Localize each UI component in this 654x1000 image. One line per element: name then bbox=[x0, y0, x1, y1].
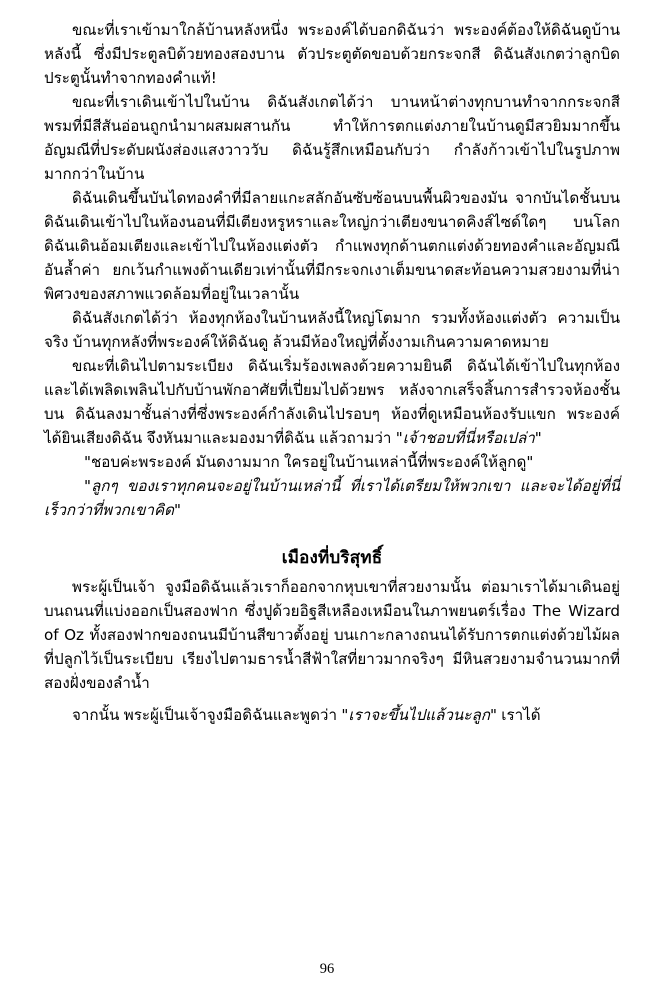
paragraph bbox=[44, 703, 620, 727]
paragraph: ดิฉันเดินขึ้นบันไดทองคำที่มีลายแกะสลักอันซับซ้อนบนพื้นผิวของมัน จากบันไดชั้นบนดิฉันเดินเข้าไปในห้องนอนที่มีเตียงหรูหราและใหญ่กว่าเตียงขนาดคิงส์ไซด์ใดๆ บนโลก ดิฉันเดินอ้อมเตียงและเข้าไปในห้องแต่งตัว กำแพงทุกด้านตกแต่งด้วยทองคำและอัญมณีอันล้ำค่า ยกเว้นกำแพงด้านเดียวเท่านั้นที่มีกระจกเงาเต็มขนาดสะท้อนความสวยงามที่น่าพิศวงของสภาพแวดล้อมที่อยู่ในเวลานั้น bbox=[44, 189, 620, 304]
paragraph-text: จากนั้น พระผู้เป็นเจ้าจูงมือดิฉันและพูดว่า bbox=[72, 706, 342, 725]
paragraph: ขณะที่เราเดินเข้าไปในบ้าน ดิฉันสังเกตได้ว่า บานหน้าต่างทุกบานทำจากกระจกสีพรมที่มีสีสันอ่อนถูกนำมาผสมผสานกัน ทำให้การตกแต่งภายในบ้านดูมีสวยิมมากขึ้น อัญมณีที่ประดับผนังส่องแสงวาววับ ดิฉันรู้สึกเหมือนกับว่า กำลังก้าวเข้าไปในรูปภาพมากกว่าในบ้าน bbox=[44, 93, 620, 184]
paragraph bbox=[44, 354, 620, 450]
paragraph: ดิฉันสังเกตได้ว่า ห้องทุกห้องในบ้านหลังนี้ใหญ่โตมาก รวมทั้งห้องแต่งตัว ความเป็นจริง บ้านทุกหลังที่พระองค์ให้ดิฉันดู ล้วนมีห้องใหญ่ที่ตั้งงามเกินความคาดหมาย bbox=[44, 309, 620, 352]
document-body bbox=[44, 18, 620, 727]
quoted-speech: "เราจะขึ้นไปแล้วนะลูก" bbox=[341, 706, 497, 725]
paragraph: พระผู้เป็นเจ้า จูงมือดิฉันแล้วเราก็ออกจากหุบเขาที่สวยงามนั้น ต่อมาเราได้มาเดินอยู่บนถนนที่แบ่งออกเป็นสองฟาก ซึ่งปูด้วยอิฐสีเหลืองเหมือนในภาพยนตร์เรื่อง The Wizard of Oz ทั้งสองฟากของถนนมีบ้านสีขาวตั้งอยู่ บนเกาะกลางถนนได้รับการตกแต่งด้วยไม้ผล ที่ปลูกไว้เป็นระเบียบ เรียงไปตามธารน้ำสีฟ้าใสที่ยาวมากจริงๆ มีหินสวยงามจำนวนมากที่สองฝั่งของลำน้ำ bbox=[44, 578, 620, 693]
paragraph-text: ขณะที่เดินไปตามระเบียง ดิฉันเริ่มร้องเพลงด้วยความยินดี ดิฉันได้เข้าไปในทุกห้องและได้เพลิดเพลินไปกับบ้านพักอาศัยที่เปี่ยมไปด้วยพร หลังจากเสร็จสิ้นการสำรวจห้องชั้นบน ดิฉันลงมาชั้นล่างที่ซึ่งพระองค์กำลังเดินไปรอบๆ ห้องที่ดูเหมือนห้องรับแขก พระองค์ได้ยินเสียงดิฉัน จึงหันมาและมองมาที่ดิฉัน แล้วถามว่า bbox=[44, 357, 620, 448]
paragraph: ขณะที่เราเข้ามาใกล้บ้านหลังหนึ่ง พระองค์ได้บอกดิฉันว่า พระองค์ต้องให้ดิฉันดูบ้านหลังนี้ ซึ่งมีประตูลบิด้วยทองสองบาน ตัวประตูตัดขอบด้วยกระจกสี ดิฉันสังเกตว่าลูกบิดประตูนั้นทำจากทองคำแท้! bbox=[44, 21, 620, 88]
page-number: 96 bbox=[319, 961, 335, 977]
quote-paragraph-italic: "ลูกๆ ของเราทุกคนจะอยู่ในบ้านเหล่านี้ ที่เราได้เตรียมให้พวกเขา และจะได้อยู่ที่นี่เร็วกว่าที่พวกเขาคิด" bbox=[44, 477, 620, 520]
quote-paragraph: "ชอบค่ะพระองค์ มันดงามมาก ใครอยู่ในบ้านเหล่านี้ที่พระองค์ให้ลูกดู" bbox=[84, 453, 534, 472]
paragraph-spacer bbox=[44, 695, 620, 703]
section-heading: เมืองที่บริสุทธิ์ bbox=[281, 548, 383, 569]
paragraph-tail: เราได้ bbox=[496, 706, 541, 725]
quoted-speech: "เจ้าชอบที่นี่หรือเปล่า" bbox=[395, 429, 542, 448]
